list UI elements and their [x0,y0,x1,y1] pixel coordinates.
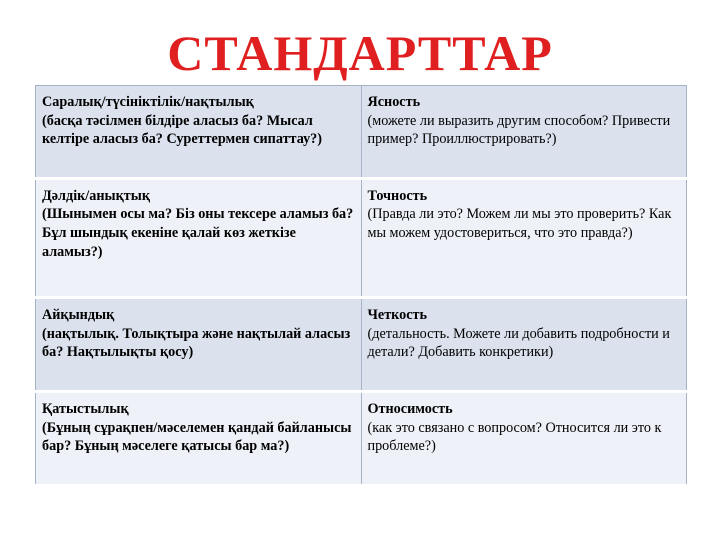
russian-cell [361,391,687,485]
kazakh-standard-questions: (Бұның сұрақпен/мәселемен қандай байланысы бар? Бұның мәселеге қатысы бар ма?) [42,419,352,455]
russian-cell [361,178,687,297]
page-title: СТАНДАРТТАР [167,25,553,81]
table-row [36,178,687,297]
russian-standard-questions: (детальность. Можете ли добавить подробности и детали? Добавить конкретики) [367,325,670,361]
russian-cell [361,297,687,391]
kazakh-cell [36,297,362,391]
russian-standard-name: Точность [367,187,428,204]
kazakh-cell [36,391,362,485]
kazakh-standard-name: Айқындық [42,306,115,323]
russian-standard-questions: (можете ли выразить другим способом? Привести пример? Проиллюстрировать?) [367,112,671,148]
russian-standard-questions: (Правда ли это? Можем ли мы это проверить? Как мы можем удостовериться, что это правда?) [367,206,672,242]
kazakh-standard-questions: (нақтылық. Толықтыра және нақтылай аласыз ба? Нақтылықты қосу) [42,325,351,361]
standards-table [35,85,687,487]
kazakh-cell [36,178,362,297]
table-row [36,86,687,179]
kazakh-cell [36,86,362,179]
russian-standard-name: Относимость [367,400,453,417]
kazakh-standard-questions: (басқа тәсілмен білдіре аласыз ба? Мысал келтіре аласыз ба? Суреттермен сипаттау?) [42,112,322,148]
kazakh-standard-name: Қатыстылық [42,400,129,417]
kazakh-standard-questions: (Шынымен осы ма? Біз оны тексере аламыз ба? Бұл шындық екеніне қалай көз жеткізе аламыз?) [42,206,354,260]
russian-standard-name: Четкость [367,306,428,323]
russian-standard-name: Ясность [367,94,421,110]
table-row [36,391,687,485]
russian-standard-questions: (как это связано с вопросом? Относится ли это к проблеме?) [367,419,662,455]
kazakh-standard-name: Саралық/түсініктілік/нақтылық [42,94,254,110]
russian-cell [361,86,687,179]
table-row [36,297,687,391]
kazakh-standard-name: Дәлдік/анықтық [42,187,150,204]
